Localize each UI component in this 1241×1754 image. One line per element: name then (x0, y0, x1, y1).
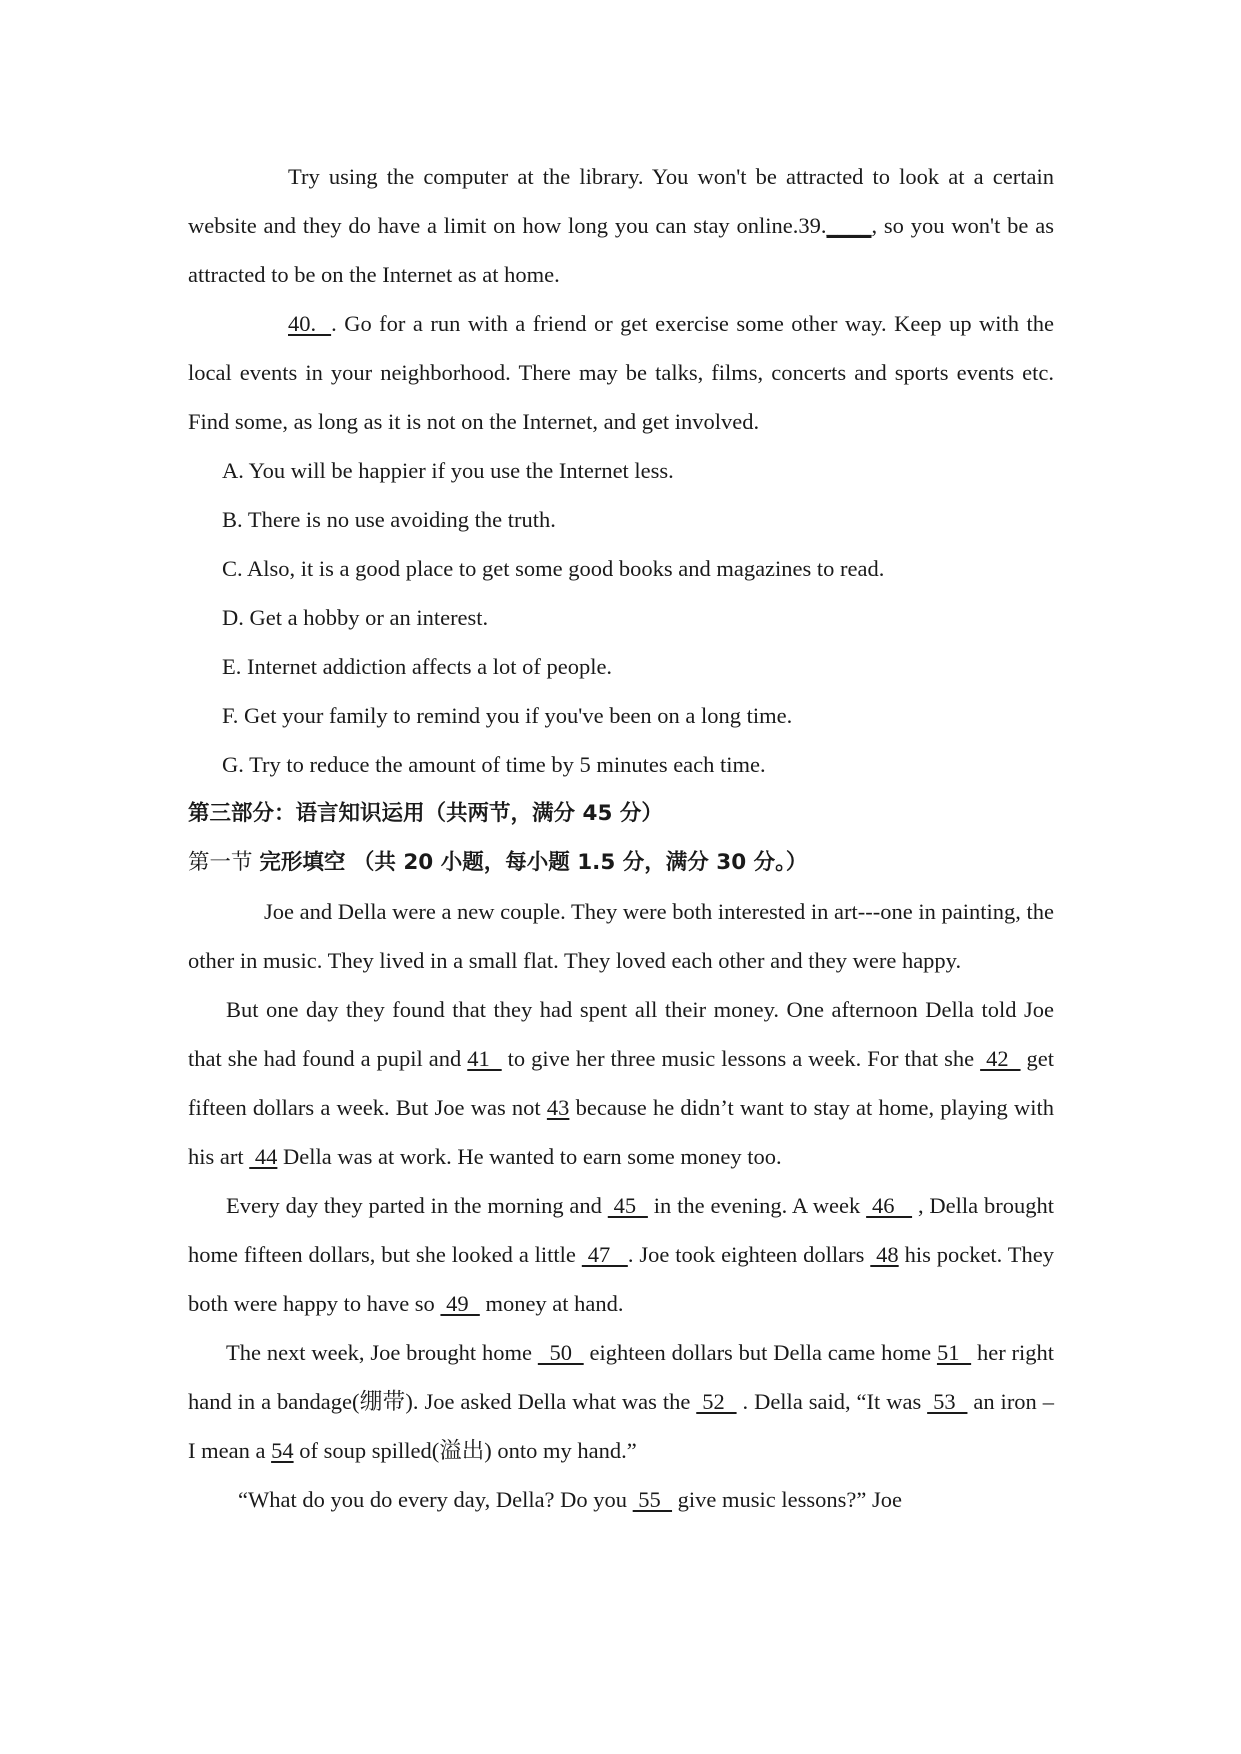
cloze-blank-46[interactable]: 46 (866, 1193, 913, 1218)
cloze-blank-49[interactable]: 49 (440, 1291, 480, 1316)
cloze-blank-42[interactable]: 42 (980, 1046, 1021, 1071)
section1-title: 完形填空 （共 20 小题，每小题 1.5 分，满分 30 分。） (259, 850, 808, 875)
option-a: A. You will be happier if you use the Internet less. (222, 458, 674, 483)
cloze-text: his pocket. They both were happy to have so (188, 1242, 1055, 1316)
cloze-text: , Della brought home fifteen dollars, but she looked a little (188, 1193, 1055, 1267)
cloze-text: . Joe took eighteen dollars (627, 1242, 871, 1267)
cloze-paragraph-4 (188, 1328, 1054, 1475)
cloze-blank-48[interactable]: 48 (870, 1242, 899, 1267)
cloze-blank-54[interactable]: 54 (271, 1438, 294, 1463)
option-e: E. Internet addiction affects a lot of people. (222, 654, 613, 679)
cloze-paragraph-2 (188, 985, 1054, 1181)
cloze-text: “What do you do every day, Della? Do you (238, 1487, 633, 1512)
passage-text: . Go for a run with a friend or get exercise some other way. Keep up with the local events in your neighborhood. There may be talks, films, concerts and sports events etc. Find some, as long as it is not on the Internet, and get involved. (188, 311, 1055, 434)
cloze-blank-52[interactable]: 52 (696, 1389, 737, 1414)
cloze-text: give music lessons?” Joe (672, 1487, 903, 1512)
cloze-text: . Della said, “It was (736, 1389, 928, 1414)
cloze-paragraph-1: Joe and Della were a new couple. They were both interested in art---one in painting, the other in music. They lived in a small flat. They loved each other and they were happy. (188, 899, 1054, 973)
cloze-blank-53[interactable]: 53 (927, 1389, 968, 1414)
section1-heading (188, 838, 1054, 887)
option-f: F. Get your family to remind you if you've been on a long time. (222, 703, 793, 728)
option-d: D. Get a hobby or an interest. (222, 605, 489, 630)
cloze-text: to give her three music lessons a week. For that she (501, 1046, 981, 1071)
cloze-text: eighteen dollars but Della came home (583, 1340, 937, 1365)
cloze-text: an iron – I mean a (188, 1389, 1054, 1463)
cloze-paragraph-5 (188, 1475, 1054, 1524)
answer-blank-40[interactable]: 40. (288, 311, 332, 336)
cloze-blank-45[interactable]: 45 (607, 1193, 648, 1218)
cloze-blank-47[interactable]: 47 (581, 1242, 628, 1267)
cloze-blank-55[interactable]: 55 (632, 1487, 673, 1512)
passage-paragraph-library (188, 152, 1054, 299)
passage-text: , so you won't be as attracted to be on the Internet as at home. (188, 213, 1054, 287)
option-list (188, 446, 1054, 789)
cloze-blank-50[interactable]: 50 (537, 1340, 584, 1365)
exam-page (188, 152, 1054, 1524)
cloze-text: because he didn’t want to stay at home, playing with his art (188, 1095, 1054, 1169)
cloze-blank-43[interactable]: 43 (546, 1095, 570, 1120)
cloze-text: Della was at work. He wanted to earn some money too. (277, 1144, 782, 1169)
cloze-text: Every day they parted in the morning and (226, 1193, 608, 1218)
cloze-blank-44[interactable]: 44 (249, 1144, 278, 1169)
passage-text: Try using the computer at the library. You won't be attracted to look at a certain website and they do have a limit on how long you can stay online.39. (188, 164, 1054, 238)
cloze-text: of soup spilled(溢出) onto my hand.” (293, 1438, 637, 1463)
cloze-text: The next week, Joe brought home (226, 1340, 538, 1365)
cloze-paragraph-3 (188, 1181, 1054, 1328)
cloze-text: her right hand in a bandage(绷带). Joe asked Della what was the (188, 1340, 1055, 1414)
cloze-text: But one day they found that they had spent all their money. One afternoon Della told Joe that she had found a pupil and (188, 997, 1054, 1071)
cloze-text: in the evening. A week (647, 1193, 867, 1218)
passage-paragraph-exercise (188, 299, 1054, 446)
cloze-blank-41[interactable]: 41 (467, 1046, 502, 1071)
part3-heading: 第三部分：语言知识运用（共两节，满分 45 分） (188, 801, 663, 826)
cloze-text: get fifteen dollars a week. But Joe was not (188, 1046, 1055, 1120)
option-g: G. Try to reduce the amount of time by 5 minutes each time. (222, 752, 766, 777)
option-b: B. There is no use avoiding the truth. (222, 507, 556, 532)
answer-blank-39[interactable]: ____ (826, 213, 872, 238)
option-c: C. Also, it is a good place to get some good books and magazines to read. (222, 556, 885, 581)
section1-lead: 第一节 (188, 850, 260, 875)
cloze-text: money at hand. (479, 1291, 624, 1316)
cloze-blank-51[interactable]: 51 (936, 1340, 972, 1365)
